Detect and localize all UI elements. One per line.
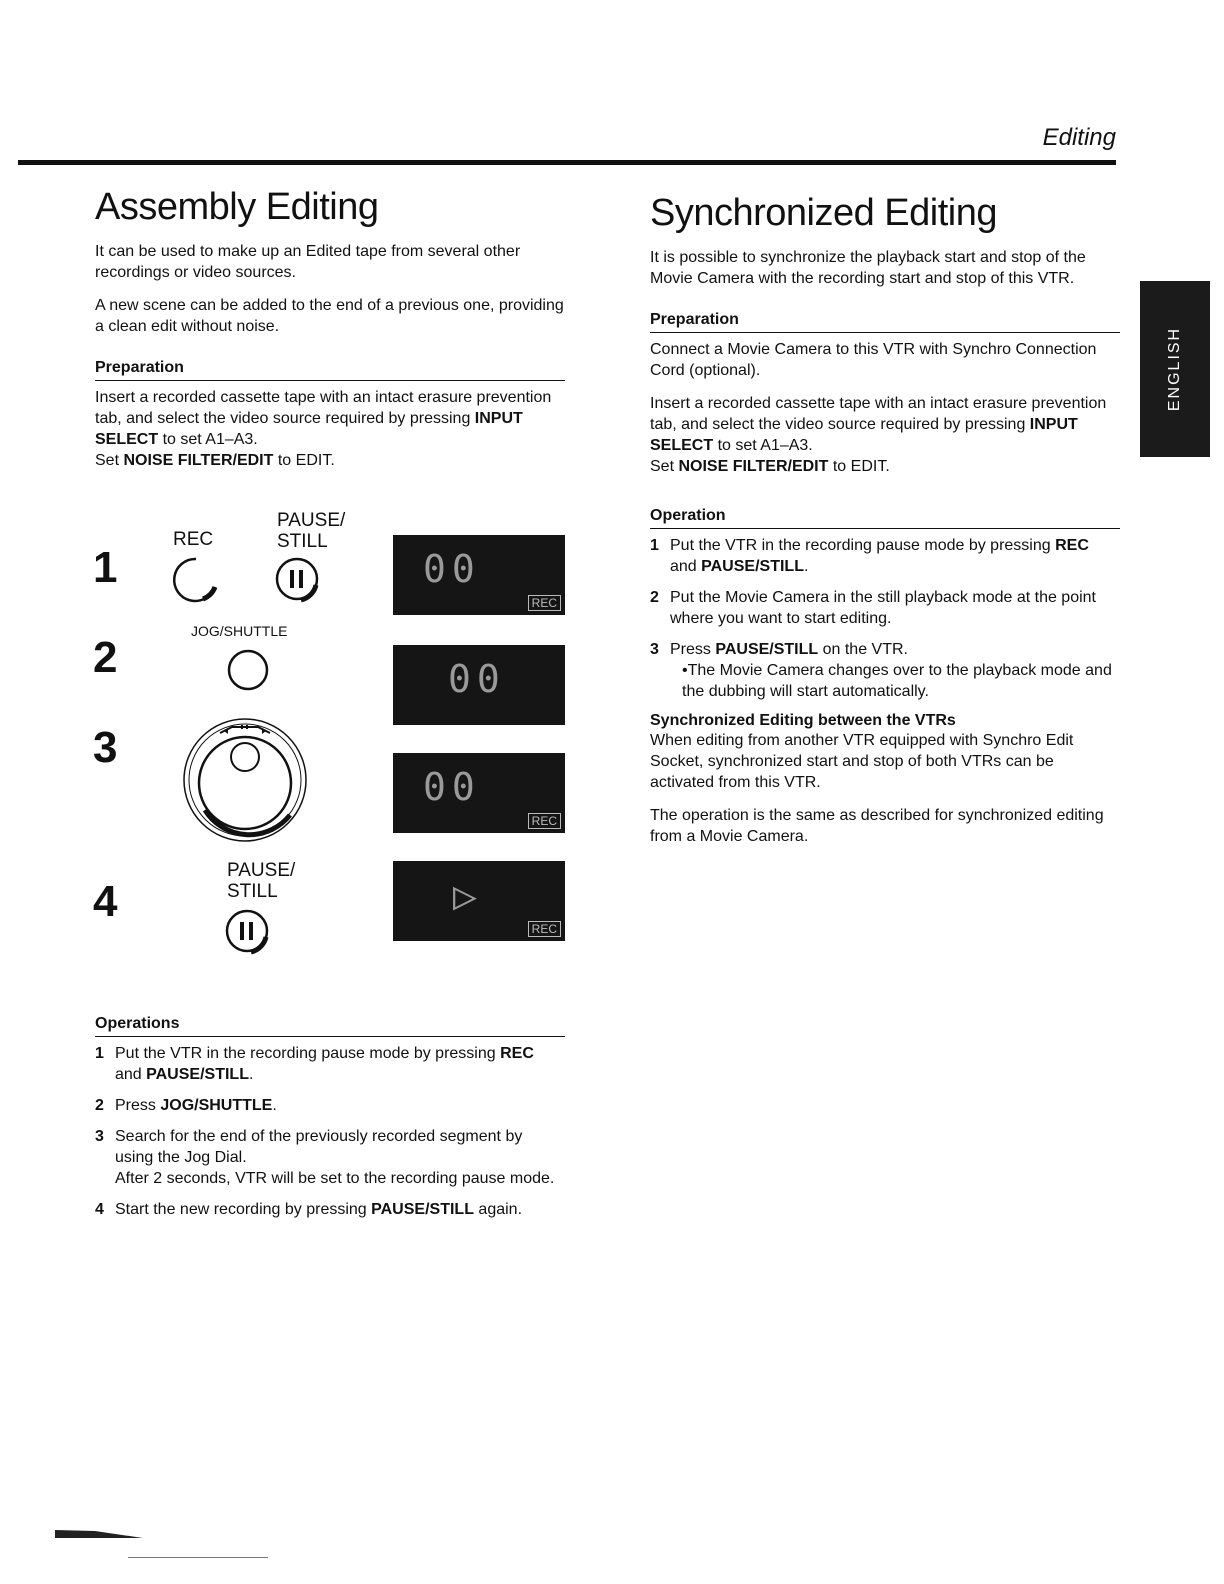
- list-item: [95, 1126, 565, 1189]
- text: Search for the end of the previously recorded segment by using the Jog Dial.: [115, 1128, 523, 1166]
- text: Set: [95, 452, 124, 469]
- header-rule: [18, 160, 1116, 165]
- sync-operation-heading: Operation: [650, 507, 1120, 529]
- text: Set: [650, 458, 679, 475]
- assembly-editing-diagram: [85, 505, 575, 965]
- text: PAUSE/STILL: [715, 641, 819, 658]
- bottom-rule: [128, 1557, 268, 1558]
- pause-button-step4-icon: [221, 907, 275, 957]
- section-header-title: Editing: [1042, 124, 1116, 151]
- text: REC: [500, 1045, 534, 1062]
- text: Press: [670, 641, 716, 658]
- rec-indicator: REC: [528, 921, 561, 937]
- text: to set A1–A3.: [158, 431, 258, 448]
- step-number: 1: [95, 1045, 104, 1062]
- step-number: 3: [650, 641, 659, 658]
- noise-filter-label: NOISE FILTER/EDIT: [123, 452, 274, 469]
- assembly-operations-list: [95, 1043, 565, 1220]
- list-item: [650, 639, 1120, 702]
- sync-preparation-p1: Connect a Movie Camera to this VTR with Synchro Connection Cord (optional).: [650, 341, 1097, 379]
- sync-preparation-p2: [650, 393, 1120, 477]
- display-step-3: [393, 753, 565, 833]
- text: Insert a recorded cassette tape with an intact erasure prevention tab, and select the video source required by pressing: [95, 389, 552, 427]
- display-step-2: [393, 645, 565, 725]
- text: on the VTR.: [818, 641, 908, 658]
- sync-between-p2: The operation is the same as described for synchronized editing from a Movie Camera.: [650, 807, 1104, 845]
- input-select-label: INPUT SELECT: [650, 416, 1078, 454]
- text: .: [248, 1066, 254, 1083]
- sync-between-vtrs-heading: Synchronized Editing between the VTRs: [650, 712, 956, 729]
- jog-dial-icon: [180, 715, 310, 845]
- text: Insert a recorded cassette tape with an intact erasure prevention tab, and select the video source required by pressing: [650, 395, 1107, 433]
- rec-button-icon: [169, 555, 223, 605]
- rec-button-label: REC: [173, 529, 214, 550]
- text: After 2 seconds, VTR will be set to the recording pause mode.: [115, 1170, 555, 1187]
- language-tab: [1140, 281, 1210, 457]
- display-step-1: [393, 535, 565, 615]
- pause-still-label-step4-bottom: STILL: [227, 881, 278, 902]
- play-indicator-icon: ▷: [453, 873, 484, 919]
- step-number: 2: [95, 1097, 104, 1114]
- display-step-4: [393, 861, 565, 941]
- assembly-intro-2: A new scene can be added to the end of a previous one, providing a clean edit without noise.: [95, 297, 564, 335]
- display-digits: 00: [423, 765, 481, 809]
- text: Put the VTR in the recording pause mode by pressing: [670, 537, 1056, 554]
- text: to EDIT.: [828, 458, 890, 475]
- assembly-preparation-text: [95, 387, 565, 471]
- sync-preparation-heading: Preparation: [650, 311, 1120, 333]
- jog-shuttle-label: JOG/SHUTTLE: [191, 623, 288, 639]
- list-item: [650, 587, 1120, 629]
- text: to EDIT.: [273, 452, 335, 469]
- text: and: [115, 1066, 147, 1083]
- jog-shuttle-button-icon: [225, 647, 271, 693]
- sync-intro: It is possible to synchronize the playback start and stop of the Movie Camera with the recording start and stop of this VTR.: [650, 249, 1086, 287]
- assembly-preparation-heading: Preparation: [95, 359, 565, 381]
- text: Put the VTR in the recording pause mode by pressing: [115, 1045, 501, 1062]
- text: PAUSE/STILL: [701, 558, 804, 575]
- sync-operation-list: [650, 535, 1120, 702]
- text: .: [803, 558, 809, 575]
- assembly-intro-1: It can be used to make up an Edited tape from several other recordings or video sources.: [95, 243, 521, 281]
- step-number: 3: [95, 1128, 104, 1145]
- pause-still-label-bottom: STILL: [277, 531, 328, 552]
- list-item: [95, 1095, 565, 1116]
- display-digits: 00: [448, 657, 506, 701]
- text: to set A1–A3.: [713, 437, 813, 454]
- text: PAUSE/STILL: [371, 1201, 474, 1218]
- text: Start the new recording by pressing: [115, 1201, 372, 1218]
- assembly-editing-title: Assembly Editing: [95, 186, 379, 228]
- text: REC: [1055, 537, 1089, 554]
- rec-indicator: REC: [528, 813, 561, 829]
- list-item: [95, 1043, 565, 1085]
- text: JOG/SHUTTLE: [160, 1097, 273, 1114]
- step-number-3: 3: [93, 723, 118, 772]
- sync-between-p1: When editing from another VTR equipped with Synchro Edit Socket, synchronized start and stop of both VTRs can be activated from this VTR.: [650, 732, 1074, 791]
- display-digits: 00: [423, 547, 481, 591]
- list-item: [650, 535, 1120, 577]
- bullet-note: •The Movie Camera changes over to the playback mode and the dubbing will start automatically.: [682, 662, 1112, 700]
- synchronized-editing-title: Synchronized Editing: [650, 192, 997, 234]
- pause-button-icon: [271, 555, 325, 605]
- assembly-operations: [95, 1015, 565, 1230]
- assembly-editing-column: [95, 186, 565, 471]
- step-number: 1: [650, 537, 659, 554]
- text: and: [670, 558, 702, 575]
- text: .: [272, 1097, 277, 1114]
- rec-indicator: REC: [528, 595, 561, 611]
- language-tab-label: ENGLISH: [1166, 326, 1183, 412]
- step-number-4: 4: [93, 877, 118, 926]
- step-number-1: 1: [93, 543, 118, 592]
- text: Put the Movie Camera in the still playback mode at the point where you want to start editing.: [670, 589, 1096, 627]
- noise-filter-label: NOISE FILTER/EDIT: [678, 458, 829, 475]
- pause-still-label-top: PAUSE/: [277, 510, 346, 531]
- scan-mark-decoration: [55, 1528, 143, 1540]
- input-select-label: INPUT SELECT: [95, 410, 523, 448]
- synchronized-editing-column: [650, 192, 1120, 859]
- text: Press: [115, 1097, 161, 1114]
- step-number-2: 2: [93, 633, 118, 682]
- assembly-operations-heading: Operations: [95, 1015, 565, 1037]
- text: PAUSE/STILL: [146, 1066, 249, 1083]
- step-number: 4: [95, 1201, 104, 1218]
- pause-still-label-step4-top: PAUSE/: [227, 860, 296, 881]
- list-item: [95, 1199, 565, 1220]
- step-number: 2: [650, 589, 659, 606]
- text: again.: [473, 1201, 523, 1218]
